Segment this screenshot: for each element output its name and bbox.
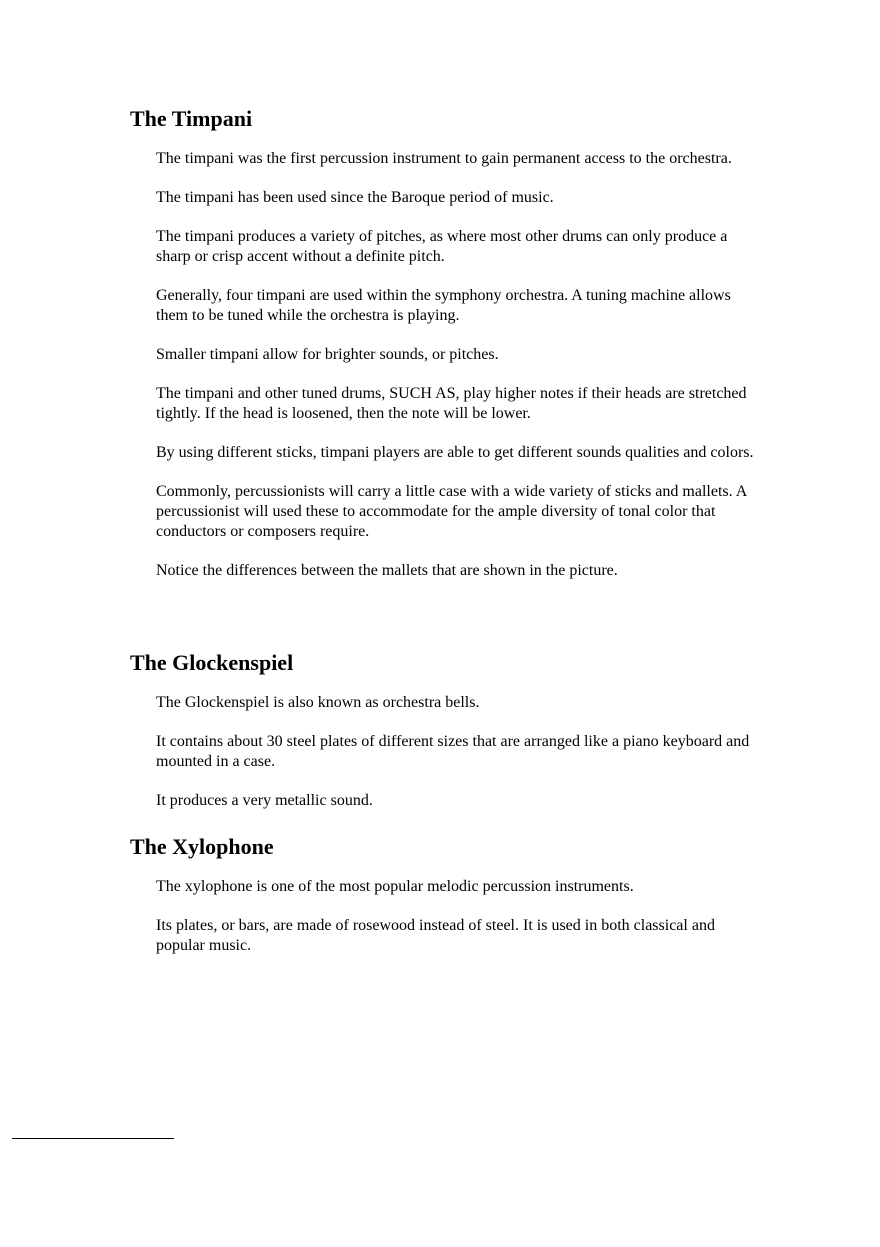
paragraph: The xylophone is one of the most popular melodic percussion instruments. — [156, 878, 634, 895]
paragraph: The Glockenspiel is also known as orchestra bells. — [156, 694, 480, 711]
section-heading: The Glockenspiel — [130, 650, 294, 675]
section-body — [156, 693, 756, 811]
paragraph: The timpani has been used since the Baroque period of music. — [156, 189, 554, 206]
section-timpani — [130, 106, 770, 581]
section-body — [156, 877, 756, 956]
paragraph: The timpani produces a variety of pitches, as where most other drums can only produce a sharp or crisp accent without a definite pitch. — [156, 228, 728, 265]
paragraph: It produces a very metallic sound. — [156, 792, 373, 809]
section-heading: The Timpani — [130, 106, 253, 131]
section-body — [156, 149, 756, 581]
paragraph: Smaller timpani allow for brighter sounds, or pitches. — [156, 346, 499, 363]
paragraph: Notice the differences between the mallets that are shown in the picture. — [156, 562, 618, 579]
paragraph: Its plates, or bars, are made of rosewood instead of steel. It is used in both classical and popular music. — [156, 917, 715, 954]
section-glockenspiel — [130, 650, 770, 811]
section-xylophone — [130, 834, 770, 956]
paragraph: Generally, four timpani are used within the symphony orchestra. A tuning machine allows them to be tuned while the orchestra is playing. — [156, 287, 731, 324]
paragraph: By using different sticks, timpani players are able to get different sounds qualities and colors. — [156, 444, 754, 461]
paragraph: It contains about 30 steel plates of different sizes that are arranged like a piano keyboard and mounted in a case. — [156, 733, 750, 770]
footnote-separator — [12, 1138, 174, 1139]
paragraph: The timpani was the first percussion instrument to gain permanent access to the orchestra. — [156, 150, 732, 167]
paragraph: Commonly, percussionists will carry a little case with a wide variety of sticks and mallets. A percussionist will used these to accommodate for the ample diversity of tonal color that conductors or composers require. — [156, 483, 747, 540]
paragraph: The timpani and other tuned drums, SUCH AS, play higher notes if their heads are stretched tightly. If the head is loosened, then the note will be lower. — [156, 385, 747, 422]
section-heading: The Xylophone — [130, 834, 274, 859]
